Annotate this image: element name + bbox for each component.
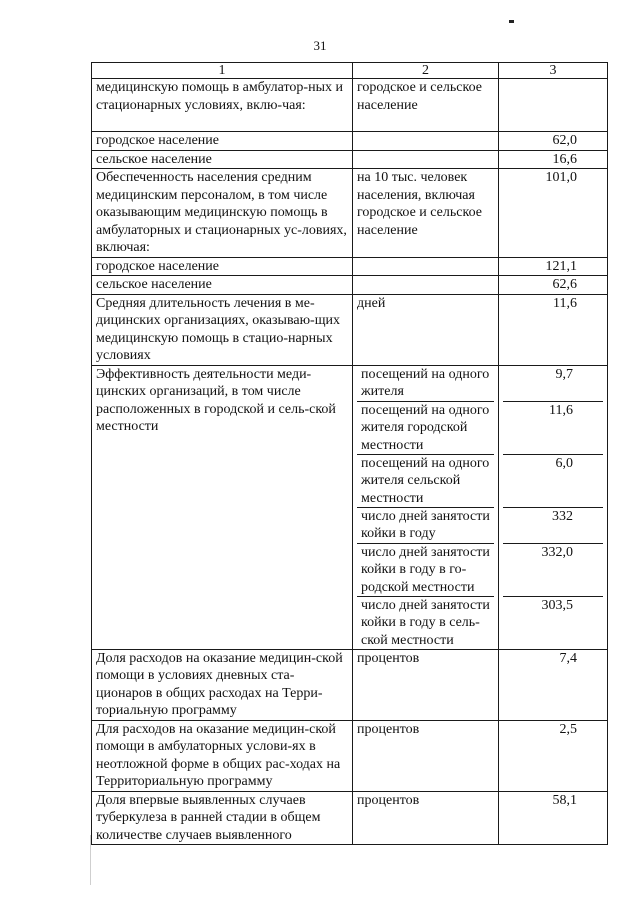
sub-unit-cell: число дней занятости койки в году — [357, 508, 494, 544]
indicator-cell: Доля расходов на оказание медицин-ской помощи в условиях дневных ста-ционаров в общих расходах на Терри-ториальную программу — [92, 649, 353, 720]
unit-cell: процентов — [353, 649, 499, 720]
unit-cell: процентов — [353, 720, 499, 791]
indicator-cell: городское население — [92, 257, 353, 276]
value-cell: 58,1 — [499, 791, 608, 845]
table-row — [92, 150, 608, 169]
value-cell: 11,6 — [499, 294, 608, 365]
unit-cell: дней — [353, 294, 499, 365]
sub-unit-cell: посещений на одного жителя городской местности — [357, 402, 494, 455]
indicator-cell: медицинскую помощь в амбулатор-ных и стационарных условиях, вклю-чая: — [92, 79, 353, 132]
unit-cell — [353, 132, 499, 151]
indicator-cell: Доля впервые выявленных случаев туберкулеза в ранней стадии в общем количестве случаев выявленного — [92, 791, 353, 845]
sub-value-cell: 332 — [503, 508, 603, 544]
value-cell — [499, 79, 608, 132]
indicator-cell: сельское население — [92, 276, 353, 295]
column-header-1: 1 — [92, 63, 353, 79]
scan-artifact-line — [90, 835, 91, 885]
table-row — [92, 79, 608, 132]
indicators-table — [91, 62, 608, 845]
value-cell: 62,6 — [499, 276, 608, 295]
value-cell: 101,0 — [499, 169, 608, 258]
unit-cell: процентов — [353, 791, 499, 845]
value-cell: 7,4 — [499, 649, 608, 720]
table-row — [92, 294, 608, 365]
unit-cell — [353, 150, 499, 169]
sub-unit-cell: число дней занятости койки в году в сель-ской местности — [361, 597, 490, 648]
scan-mark — [509, 20, 514, 23]
indicator-cell: городское население — [92, 132, 353, 151]
column-header-3: 3 — [499, 63, 608, 79]
sub-value-cell: 332,0 — [503, 544, 603, 597]
page-number: 31 — [313, 38, 327, 53]
table-row — [92, 791, 608, 845]
indicator-cell: Эффективность деятельности меди-цинских организаций, в том числе расположенных в городской и сель-ской местности — [92, 365, 353, 649]
unit-cell: городское и сельское население — [353, 79, 499, 132]
sub-value-cell: 303,5 — [541, 597, 573, 613]
sub-unit-cell: посещений на одного жителя сельской местности — [357, 455, 494, 508]
unit-subcells — [353, 365, 499, 649]
sub-value-cell: 11,6 — [503, 402, 603, 455]
unit-cell — [353, 257, 499, 276]
unit-cell — [353, 276, 499, 295]
value-cell: 121,1 — [499, 257, 608, 276]
indicator-cell: Обеспеченность населения средним медицинским персоналом, в том числе оказывающим медицинскую помощь в амбулаторных и стационарных ус-ловиях, включая: — [92, 169, 353, 258]
table-row — [92, 169, 608, 258]
table-row — [92, 132, 608, 151]
sub-unit-cell: число дней занятости койки в году в го-родской местности — [357, 544, 494, 597]
table-row — [92, 649, 608, 720]
table-row — [92, 257, 608, 276]
indicator-cell: Средняя длительность лечения в ме-дицинских организациях, оказываю-щих медицинскую помощь в стацио-нарных условиях — [92, 294, 353, 365]
table-row — [92, 720, 608, 791]
table-header-row — [92, 63, 608, 79]
sub-value-cell: 9,7 — [503, 366, 603, 402]
value-cell: 62,0 — [499, 132, 608, 151]
table-row — [92, 276, 608, 295]
table-row-efficiency — [92, 365, 608, 649]
sub-unit-cell: посещений на одного жителя — [357, 366, 494, 402]
indicator-cell: сельское население — [92, 150, 353, 169]
value-cell: 16,6 — [499, 150, 608, 169]
column-header-2: 2 — [353, 63, 499, 79]
indicator-cell: Для расходов на оказание медицин-ской помощи в амбулаторных услови-ях в неотложной форме в общих рас-ходах на Территориальную программу — [92, 720, 353, 791]
sub-value-cell: 6,0 — [503, 455, 603, 508]
unit-cell: на 10 тыс. человек населения, включая городское и сельское население — [353, 169, 499, 258]
value-subcells — [499, 365, 608, 649]
value-cell: 2,5 — [499, 720, 608, 791]
